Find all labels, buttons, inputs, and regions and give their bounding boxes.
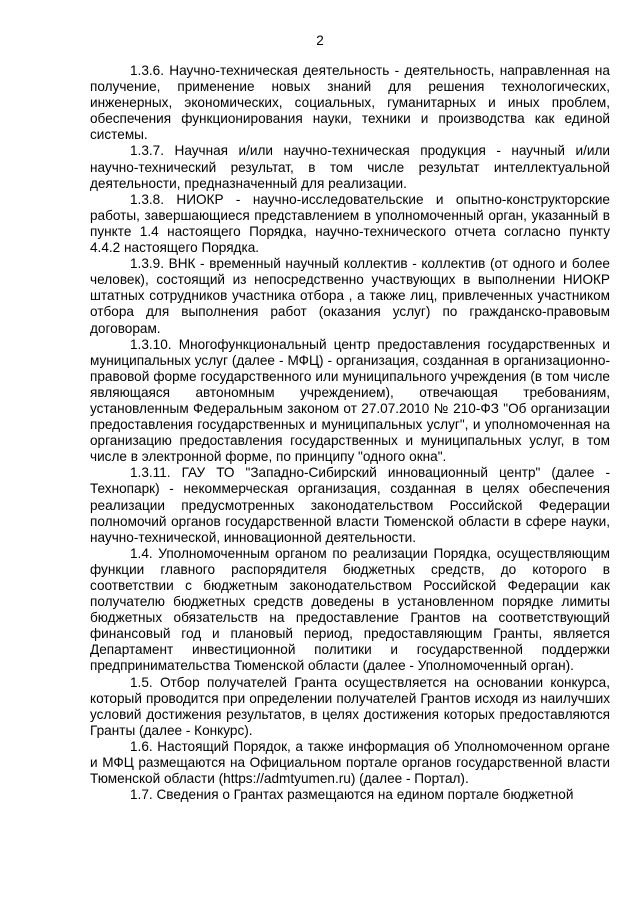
paragraph-1-3-8: 1.3.8. НИОКР - научно-исследовательские и опытно-конструкторские работы, завершающиеся представлением в уполномоченный орган, указанный в пункте 1.4 настоящего Порядка, научно-технического отчета согласно пункту 4.4.2 настоящего Порядка.: [90, 191, 610, 256]
paragraph-1-3-11: 1.3.11. ГАУ ТО "Западно-Сибирский инновационный центр" (далее - Технопарк) - некоммерческая организация, созданная в целях обеспечения реализации предусмотренных законодательством Российской Федерации полномочий органов государственной власти Тюменской области в сфере науки, научно-технической, инновационной деятельности.: [90, 465, 610, 545]
paragraph-1-6: 1.6. Настоящий Порядок, а также информация об Уполномоченном органе и МФЦ размещаются на Официальном портале органов государственной власти Тюменской области (https://admtyumen.ru) (далее - Портал).: [90, 738, 610, 787]
paragraph-1-3-10: 1.3.10. Многофункциональный центр предоставления государственных и муниципальных услуг (далее - МФЦ) - организация, созданная в организационно-правовой форме государственного или муниципального учреждения (в том числе являющаяся автономным учреждением), отвечающая требованиям, установленным Федеральным законом от 27.07.2010 № 210-ФЗ "Об организации предоставления государственных и муниципальных услуг", и уполномоченная на организацию предоставления государственных и муниципальных услуг, в том числе в электронной форме, по принципу "одного окна".: [90, 336, 610, 465]
document-body: [90, 63, 610, 803]
paragraph-1-3-6: 1.3.6. Научно-техническая деятельность - деятельность, направленная на получение, применение новых знаний для решения технологических, инженерных, экономических, социальных, гуманитарных и иных проблем, обеспечения функционирования науки, техники и производства как единой системы.: [90, 63, 610, 143]
paragraph-1-4: 1.4. Уполномоченным органом по реализации Порядка, осуществляющим функции главного распорядителя бюджетных средств, до которого в соответствии с бюджетным законодательством Российской Федерации как получателю бюджетных средств доведены в установленном порядке лимиты бюджетных обязательств на предоставление Грантов на соответствующий финансовый год и плановый период, предоставляющим Гранты, является Департамент инвестиционной политики и государственной поддержки предпринимательства Тюменской области (далее - Уполномоченный орган).: [90, 545, 610, 674]
paragraph-1-3-9: 1.3.9. ВНК - временный научный коллектив - коллектив (от одного и более человек), состоящий из непосредственно участвующих в выполнении НИОКР штатных сотрудников участника отбора , а также лиц, привлеченных участником отбора для выполнения работ (оказания услуг) по гражданско-правовым договорам.: [90, 256, 610, 336]
paragraph-1-7: 1.7. Сведения о Грантах размещаются на едином портале бюджетной: [130, 787, 574, 803]
paragraph-1-3-7: 1.3.7. Научная и/или научно-техническая продукция - научный и/или научно-технический результат, в том числе результат интеллектуальной деятельности, предназначенный для реализации.: [90, 143, 610, 191]
page-number: 2: [316, 33, 324, 48]
paragraph-1-5: 1.5. Отбор получателей Гранта осуществляется на основании конкурса, который проводится при определении получателей Грантов исходя из наилучших условий достижения результатов, в целях достижения которых предоставляются Гранты (далее - Конкурс).: [90, 674, 610, 738]
